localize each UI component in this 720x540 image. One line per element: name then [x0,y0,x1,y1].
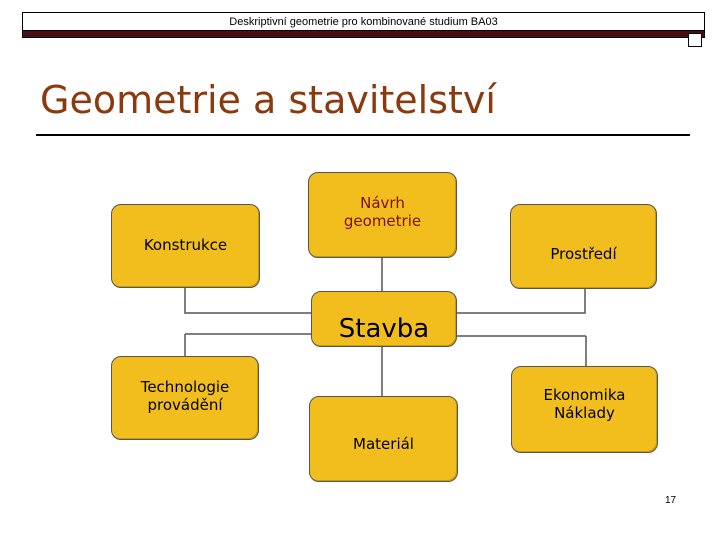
node-ekonomika [511,366,658,453]
slide-title: Geometrie a stavitelství [40,78,496,122]
connector-prostredi [456,288,585,313]
node-technologie [111,356,259,440]
connector-konstrukce [185,287,312,313]
node-prostredi [510,204,657,289]
node-navrh-geometrie [308,172,457,258]
node-konstrukce [111,204,260,288]
node-prostredi-label: Prostředí [550,244,617,263]
node-stavba-label: Stavba [338,313,430,344]
node-material-label: Materiál [353,435,414,454]
node-konstrukce-label: Konstrukce [143,236,228,255]
node-technologie-label: Technologie provádění [140,378,230,414]
node-navrh-label: Návrh geometrie [343,194,422,230]
node-ekonomika-label: Ekonomika Náklady [543,386,626,422]
page-number: 17 [665,495,677,506]
node-stavba [311,291,457,347]
course-label: Deskriptivní geometrie pro kombinované studium BA03 [229,15,498,28]
node-material [309,396,458,482]
